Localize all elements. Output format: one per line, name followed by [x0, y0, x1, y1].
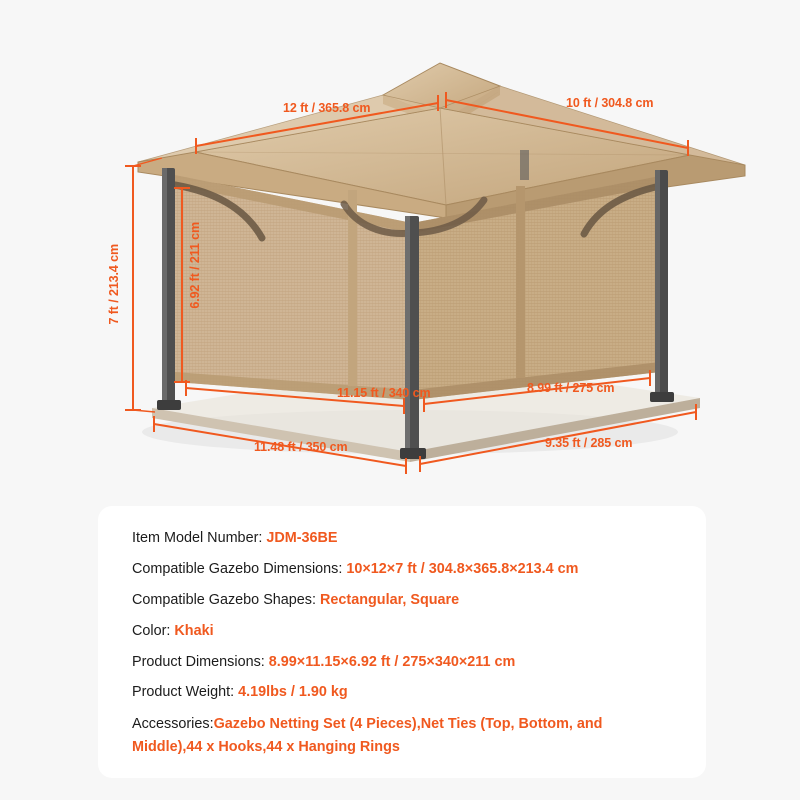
spec-value: Gazebo Netting Set (4 Pieces),Net Ties (Top, Bottom, and Middle),44 x Hooks,44 x Hanging Rings	[132, 716, 603, 756]
specification-card	[98, 506, 706, 778]
spec-label: Product Weight:	[132, 684, 239, 701]
spec-label: Compatible Gazebo Shapes:	[132, 591, 320, 608]
spec-row	[132, 652, 706, 673]
spec-label: Color:	[132, 622, 175, 639]
spec-value: Khaki	[174, 622, 214, 639]
spec-row	[132, 590, 706, 611]
spec-value: JDM-36BE	[266, 530, 338, 546]
specification-list	[98, 506, 706, 759]
spec-row	[132, 621, 706, 642]
spec-value: 8.99×11.15×6.92 ft / 275×340×211 cm	[268, 653, 516, 670]
dim-overall-height-label: 7 ft / 213.4 cm	[107, 244, 121, 325]
spec-row	[132, 713, 672, 759]
dim-base-depth-label: 9.35 ft / 285 cm	[545, 436, 633, 450]
spec-label: Product Dimensions:	[132, 653, 269, 670]
spec-value: 4.19lbs / 1.90 kg	[238, 684, 348, 701]
dim-net-height-label: 6.92 ft / 211 cm	[188, 222, 202, 309]
dim-net-width-label: 11.15 ft / 340 cm	[337, 386, 431, 400]
spec-row	[132, 559, 706, 580]
spec-value: Rectangular, Square	[320, 591, 460, 608]
spec-row	[132, 682, 706, 703]
spec-row	[132, 528, 706, 549]
spec-label: Compatible Gazebo Dimensions:	[132, 560, 347, 577]
spec-label: Item Model Number:	[132, 530, 267, 546]
dim-net-depth-label: 8.99 ft / 275 cm	[527, 381, 615, 395]
spec-value: 10×12×7 ft / 304.8×365.8×213.4 cm	[346, 560, 579, 577]
spec-label: Accessories:	[132, 716, 214, 733]
dim-top-width-label: 12 ft / 365.8 cm	[283, 101, 371, 115]
dim-top-depth-label: 10 ft / 304.8 cm	[566, 96, 654, 110]
dim-base-width-label: 11.48 ft / 350 cm	[254, 440, 348, 454]
